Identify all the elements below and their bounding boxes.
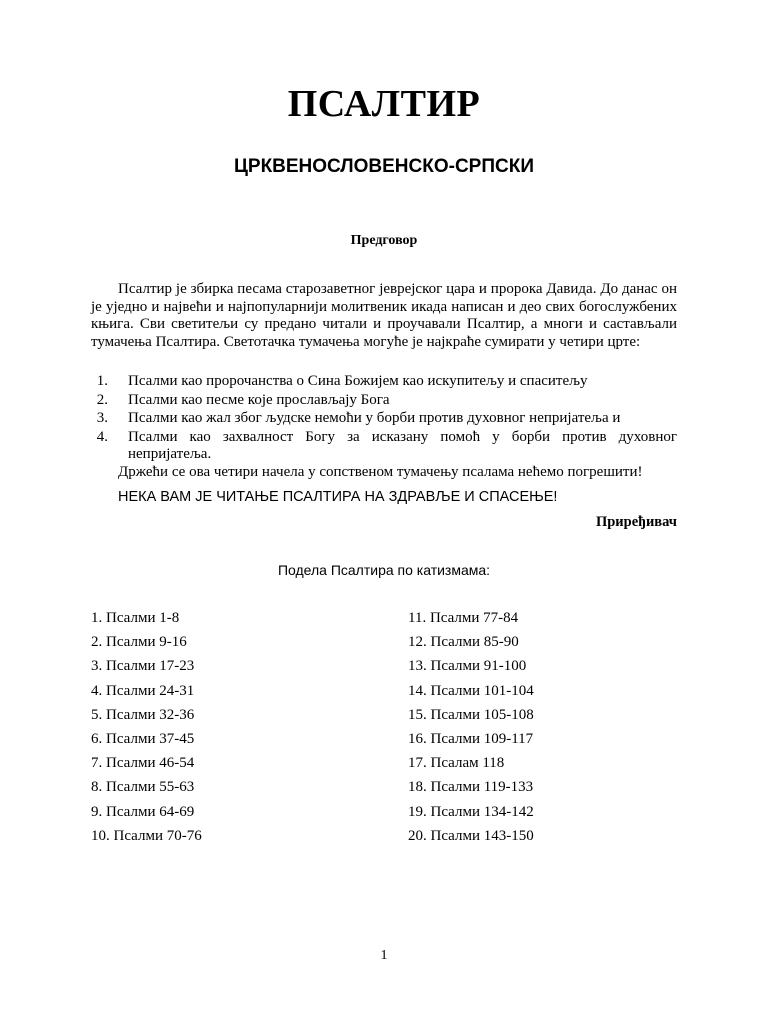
- kathisma-item: 14. Псалми 101-104: [408, 682, 534, 699]
- kathisma-item: 16. Псалми 109-117: [408, 730, 534, 747]
- kathisma-item: 8. Псалми 55-63: [91, 779, 195, 796]
- preface-heading: Предговор: [350, 233, 418, 248]
- kathisma-item: 15. Псалми 105-108: [408, 706, 534, 723]
- features-list-item: [91, 410, 677, 428]
- kathisma-item: 7. Псалми 46-54: [91, 755, 195, 772]
- features-list-item: [91, 429, 677, 464]
- document-subtitle: ЦРКВЕНОСЛОВЕНСКО-СРПСКИ: [234, 156, 534, 177]
- kathisma-list-left: [91, 609, 202, 851]
- kathisma-item: 20. Псалми 143-150: [408, 827, 534, 844]
- kathisma-item: 10. Псалми 70-76: [91, 827, 202, 844]
- kathisma-item: 12. Псалми 85-90: [408, 634, 519, 651]
- kathisma-item: 3. Псалми 17-23: [91, 658, 195, 675]
- document-title: ПСАЛТИР: [287, 83, 481, 125]
- list-item-text: Псалми као жал због људске немоћи у борби против духовног непријатеља и: [128, 410, 621, 427]
- kathisma-item: 2. Псалми 9-16: [91, 634, 187, 651]
- kathisma-item: 18. Псалми 119-133: [408, 779, 534, 796]
- kathisma-item: 13. Псалми 91-100: [408, 658, 527, 675]
- list-item-number: 2.: [96, 391, 108, 408]
- kathisma-list-right: [408, 609, 534, 851]
- list-item-text: Псалми као захвалност Богу за исказану помоћ у борби против духовног непријатеља.: [128, 428, 677, 463]
- kathisma-item: 4. Псалми 24-31: [91, 682, 195, 699]
- kathisma-item: 17. Псалам 118: [408, 755, 505, 772]
- kathisma-item: 5. Псалми 32-36: [91, 706, 195, 723]
- kathisma-item: 11. Псалми 77-84: [408, 610, 519, 626]
- features-list: [91, 373, 677, 465]
- signature: Приређивач: [595, 514, 677, 530]
- kathisma-item: 6. Псалми 37-45: [91, 730, 195, 747]
- list-item-text: Псалми као песме које прослављају Бога: [128, 391, 390, 408]
- closing-sentence: Држећи се ова четири начела у сопственом тумачењу псалама нећемо погрешити!: [118, 464, 643, 480]
- kathisma-item: 9. Псалми 64-69: [91, 803, 195, 820]
- kathisma-item: 19. Псалми 134-142: [408, 803, 534, 820]
- intro-paragraph: Псалтир је збирка песама старозаветног јеврејског цара и пророка Давида. До данас он је уједно и највећи и најпопуларнији молитвеник икада написан и део свих богослужбених књига. Сви светитељи су предано читали и проучавали Псалтир, а многи и састављали тумачења Псалтира. Светотачка тумачења могуће је најкраће сумирати у четири црте:: [91, 281, 677, 350]
- list-item-number: 4.: [96, 428, 108, 445]
- blessing-text: НЕКА ВАМ ЈЕ ЧИТАЊЕ ПСАЛТИРА НА ЗДРАВЉЕ И СПАСЕЊЕ!: [118, 489, 558, 505]
- list-item-number: 3.: [96, 410, 108, 427]
- list-item-number: 1.: [96, 373, 108, 389]
- features-list-item: [91, 373, 677, 391]
- page-number: 1: [380, 948, 388, 963]
- list-item-text: Псалми као пророчанства о Сина Божијем као искупитељу и спаситељу: [128, 373, 588, 389]
- division-heading: Подела Псалтира по катизмама:: [277, 562, 491, 578]
- features-list-item: [91, 392, 677, 410]
- kathisma-item: 1. Псалми 1-8: [91, 610, 180, 626]
